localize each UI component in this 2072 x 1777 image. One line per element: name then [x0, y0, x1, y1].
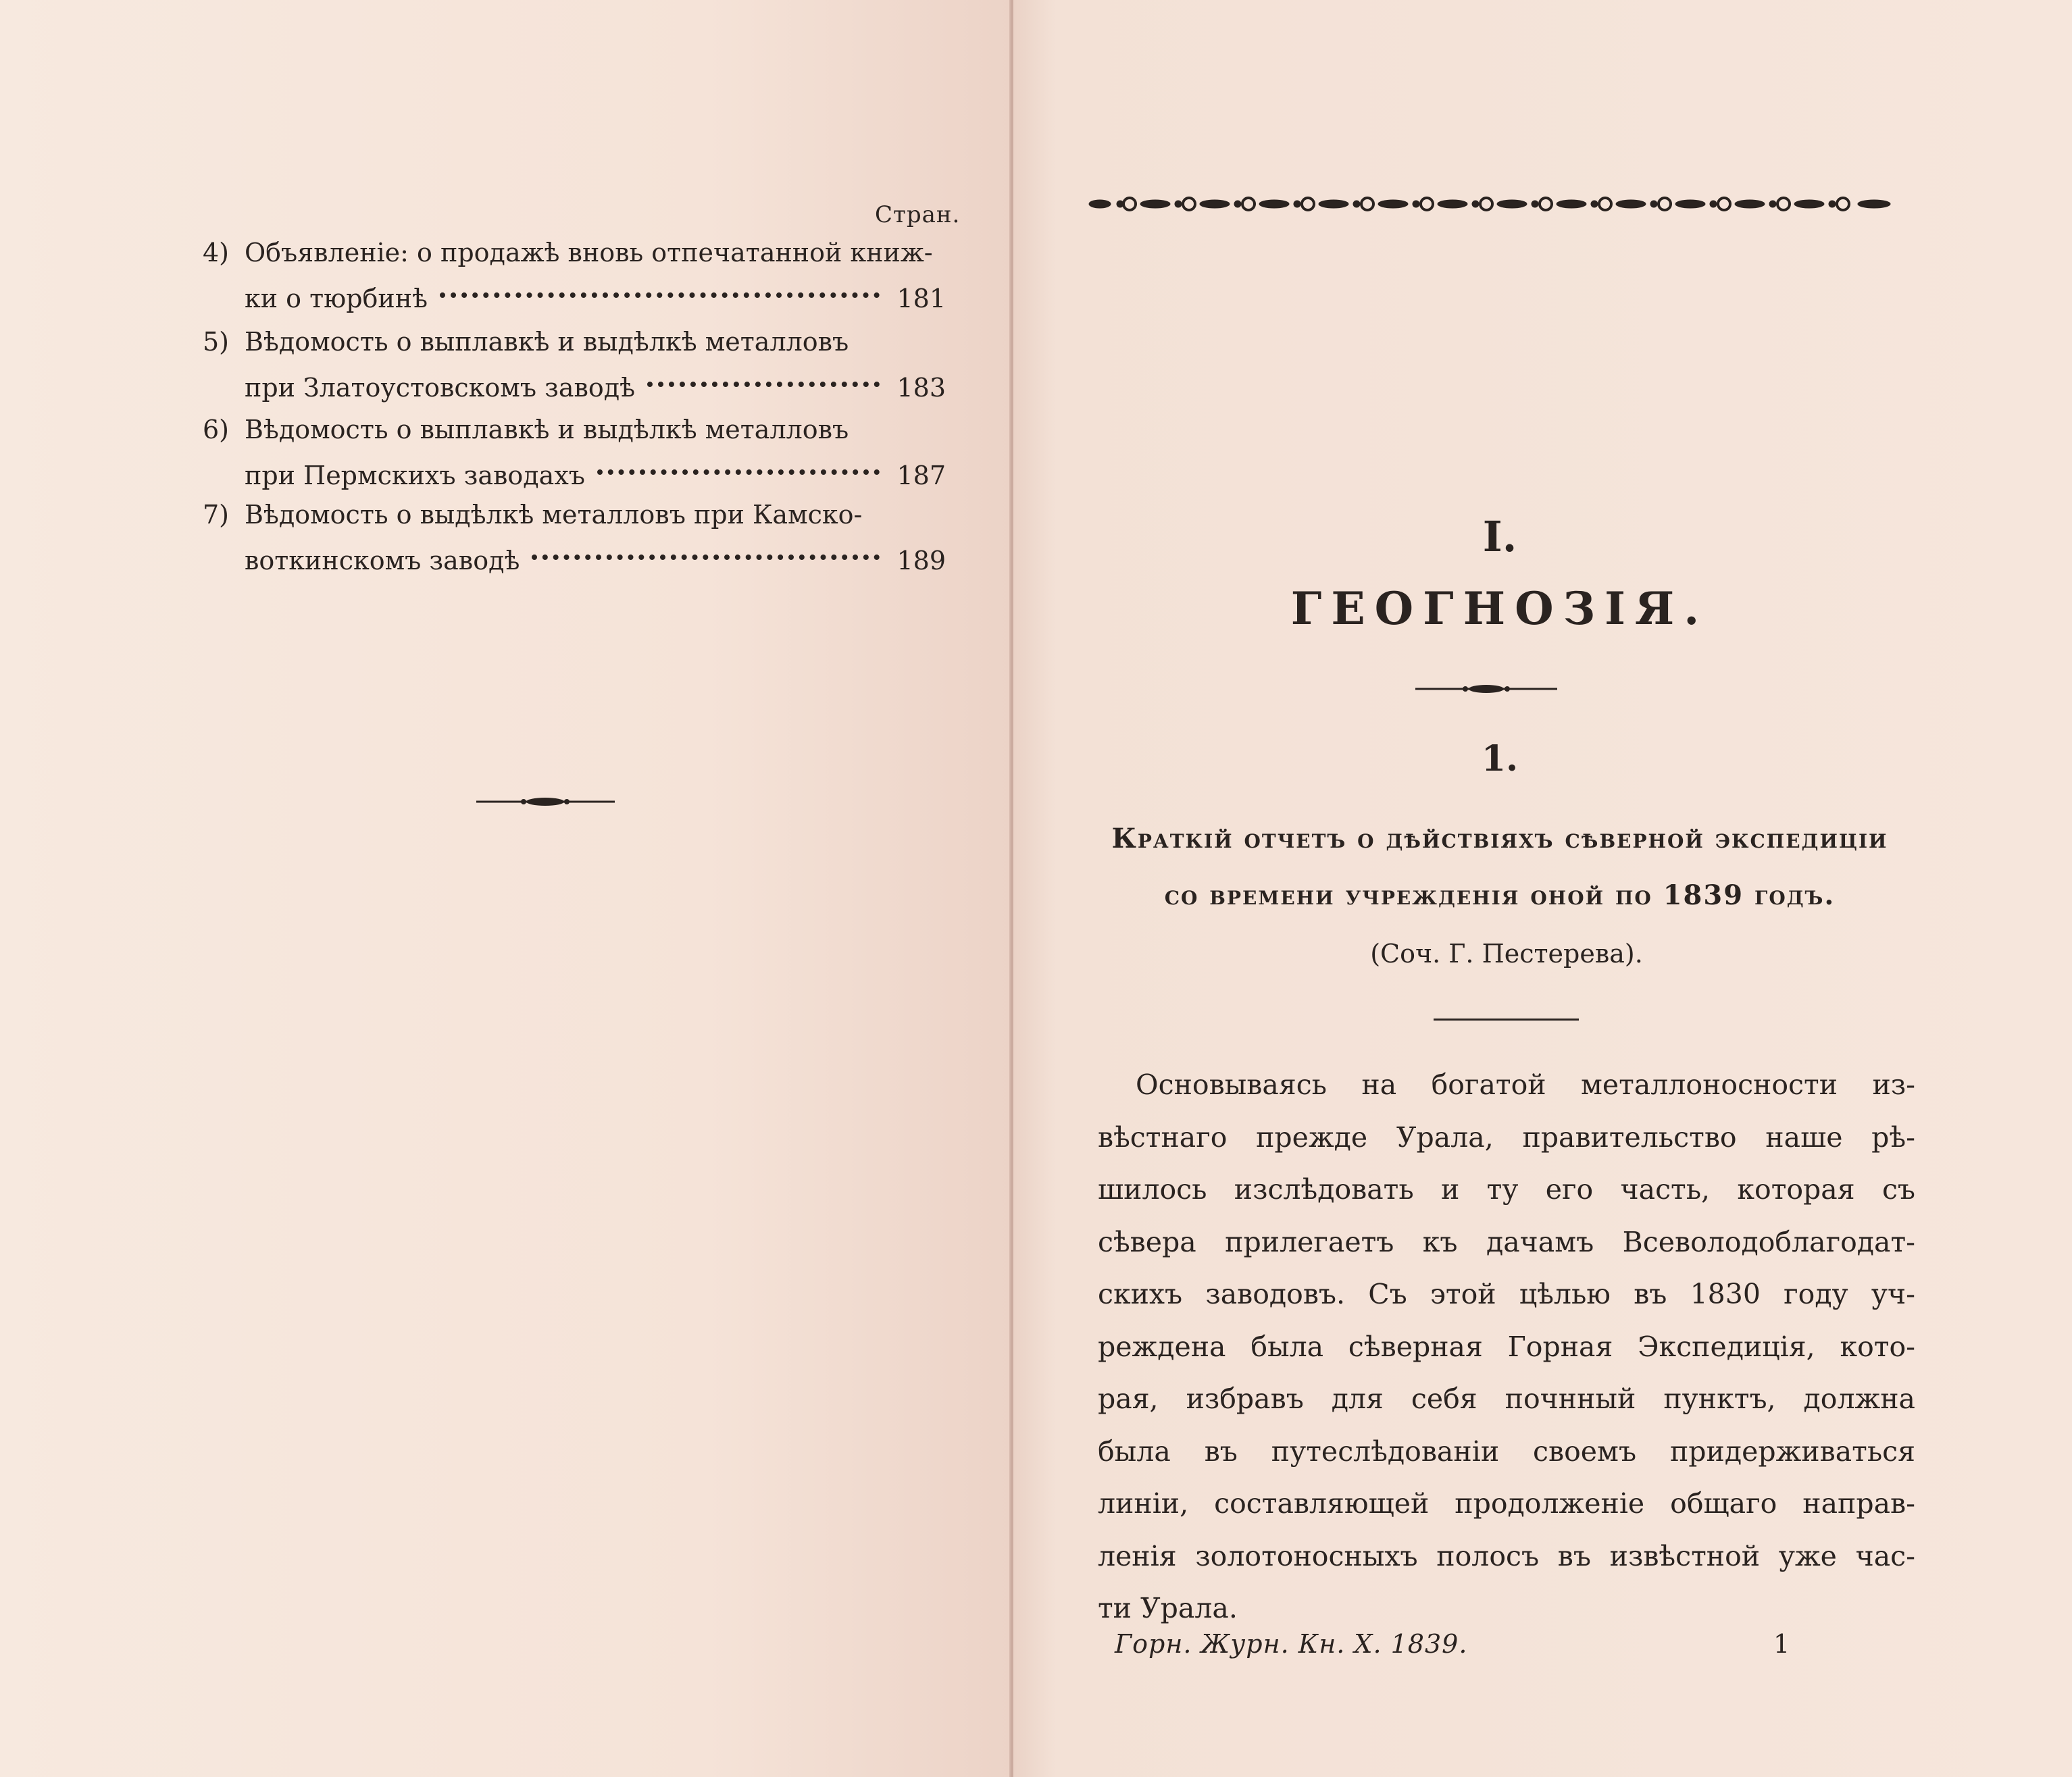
article-title-line1: Краткій отчетъ о дѣйствіяхъ сѣверной экспедиціи — [1111, 823, 1888, 854]
toc-title-line2: ки о тюрбинѣ — [245, 284, 428, 313]
body-line: линіи, составляющей продолженіе общаго направ- — [1098, 1487, 1915, 1520]
ornament-divider-icon — [476, 795, 615, 808]
toc-item-5 — [203, 319, 946, 411]
toc-number: 7) — [203, 500, 230, 530]
article-title-line2: со времени учрежденія оной по 1839 годъ. — [1164, 879, 1836, 911]
toc-page-number: 181 — [896, 284, 946, 313]
toc-title-line1: Объявленіе: о продажѣ вновь отпечатанной книж- — [245, 238, 933, 267]
toc-page-number: 189 — [896, 546, 946, 575]
toc-number: 5) — [203, 327, 230, 357]
horizontal-rule — [1434, 1019, 1579, 1021]
body-line: ти Урала. — [1098, 1592, 1238, 1624]
body-line: вѣстнаго прежде Урала, правительство наше рѣ- — [1098, 1121, 1915, 1154]
footer-page-number: 1 — [1773, 1629, 1790, 1659]
column-header: Стран. — [875, 201, 961, 228]
toc-item-4 — [203, 230, 946, 321]
toc-title-line2: при Пермскихъ заводахъ — [245, 461, 585, 490]
toc-title-line2: при Златоустовскомъ заводѣ — [245, 373, 636, 403]
toc-leader-dots — [597, 469, 880, 475]
body-line: была въ путеслѣдованіи своемъ придерживаться — [1098, 1435, 1915, 1468]
section-number: I. — [1482, 512, 1517, 561]
toc-page-number: 183 — [896, 373, 946, 403]
toc-leader-dots — [647, 382, 880, 387]
toc-title-line1: Вѣдомость о выдѣлкѣ металловъ при Камско- — [245, 500, 863, 530]
article-number: 1. — [1481, 738, 1519, 779]
section-title: ГЕОГНОЗІЯ. — [1290, 582, 1709, 635]
article-title — [1094, 810, 1905, 924]
body-line: ленія золотоносныхъ полосъ въ извѣстной уже час- — [1098, 1539, 1915, 1572]
left-page — [0, 0, 1011, 1777]
toc-title-line1: Вѣдомость о выплавкѣ и выдѣлкѣ металловъ — [245, 415, 849, 444]
headpiece-ornament-icon — [1088, 190, 1893, 217]
body-line: Основываясь на богатой металлоносности из- — [1136, 1068, 1915, 1101]
toc-title-line2: воткинскомъ заводѣ — [245, 546, 520, 575]
toc-page-number: 187 — [896, 461, 946, 490]
toc-leader-dots — [440, 292, 880, 298]
toc-number: 6) — [203, 415, 230, 444]
ornament-divider-icon — [1415, 682, 1557, 696]
body-line: реждена была сѣверная Горная Экспедиція, кото- — [1098, 1330, 1915, 1363]
toc-leader-dots — [532, 555, 880, 560]
body-line: рая, избравъ для себя почнный пунктъ, должна — [1098, 1383, 1915, 1415]
body-line: скихъ заводовъ. Съ этой цѣлью въ 1830 году уч- — [1098, 1278, 1915, 1310]
body-line: шилось изслѣдовать и ту его часть, которая съ — [1098, 1173, 1915, 1206]
body-text — [1098, 1059, 1915, 1635]
body-line: сѣвера прилегаетъ къ дачамъ Всеволодоблагодат- — [1098, 1225, 1915, 1258]
toc-item-6 — [203, 407, 946, 498]
footer-signature: Горн. Журн. Кн. X. 1839. — [1115, 1629, 1468, 1659]
toc-title-line1: Вѣдомость о выплавкѣ и выдѣлкѣ металловъ — [245, 327, 849, 357]
toc-item-7 — [203, 492, 946, 584]
toc-number: 4) — [203, 238, 230, 267]
author-line: (Соч. Г. Пестерева). — [1370, 939, 1643, 969]
